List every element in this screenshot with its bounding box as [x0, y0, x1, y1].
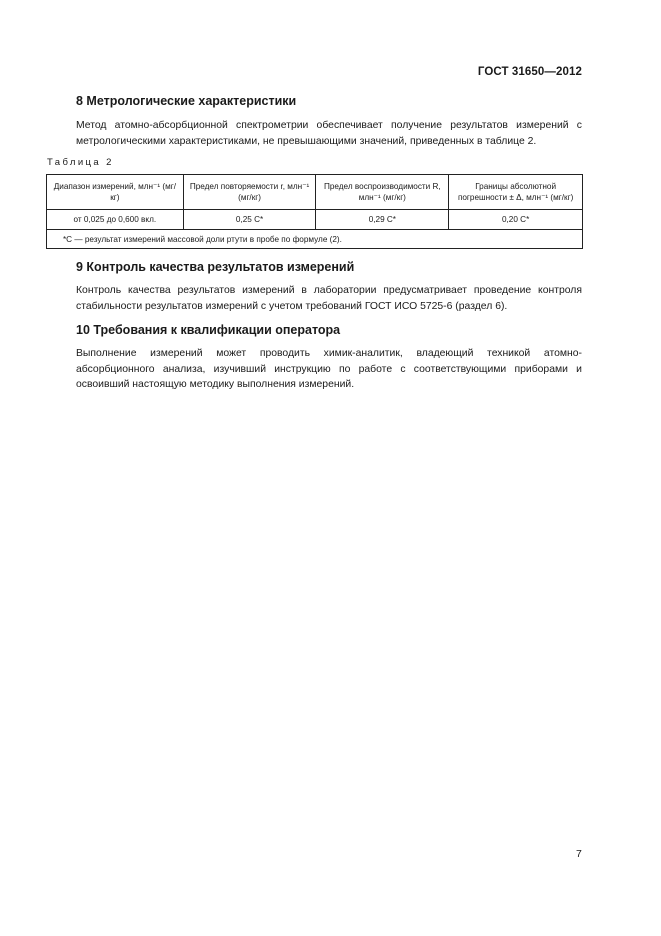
table-header-row	[47, 175, 583, 210]
document-code: ГОСТ 31650—2012	[477, 66, 582, 78]
section-8-title: 8 Метрологические характеристики	[76, 94, 297, 108]
header-cell-repeatability: Предел повторяемости r, млн⁻¹ (мг/кг)	[183, 175, 316, 210]
table-2-label: Таблица 2	[47, 157, 114, 168]
section-10-title: 10 Требования к квалификации оператора	[76, 323, 341, 337]
header-cell-reproducibility: Предел воспроизводимости R, млн⁻¹ (мг/кг)	[316, 175, 449, 210]
section-8-text: Метод атомно-абсорбционной спектрометрии обеспечивает получение результатов измерений с метрологическими характеристиками, не превышающими значений, приведенных в таблице 2.	[76, 120, 582, 147]
section-10-text: Выполнение измерений может проводить химик-аналитик, владеющий техникой атомно-абсорбционного анализа, изучивший инструкцию по работе с соответствующими приборами и освоивший настоящую методику выполнения измерений.	[76, 348, 582, 391]
header-cell-error-bounds: Границы абсолютной погрешности ± Δ, млн⁻¹ (мг/кг)	[449, 175, 583, 210]
table-note-row	[47, 230, 583, 249]
section-9-text: Контроль качества результатов измерений в лаборатории предусматривает проведение контроля стабильности результатов измерений с учетом требований ГОСТ ИСО 5725-6 (раздел 6).	[76, 285, 582, 312]
cell-error-bounds: 0,20 C*	[449, 210, 583, 230]
cell-reproducibility: 0,29 C*	[316, 210, 449, 230]
cell-range: от 0,025 до 0,600 вкл.	[47, 210, 184, 230]
section-9-title: 9 Контроль качества результатов измерений	[76, 260, 355, 274]
cell-repeatability: 0,25 C*	[183, 210, 316, 230]
table-2	[46, 174, 583, 249]
page-number: 7	[576, 848, 582, 860]
table-row	[47, 210, 583, 230]
table-note: *C — результат измерений массовой доли ртути в пробе по формуле (2).	[47, 230, 583, 249]
header-cell-range: Диапазон измерений, млн⁻¹ (мг/кг)	[47, 175, 184, 210]
